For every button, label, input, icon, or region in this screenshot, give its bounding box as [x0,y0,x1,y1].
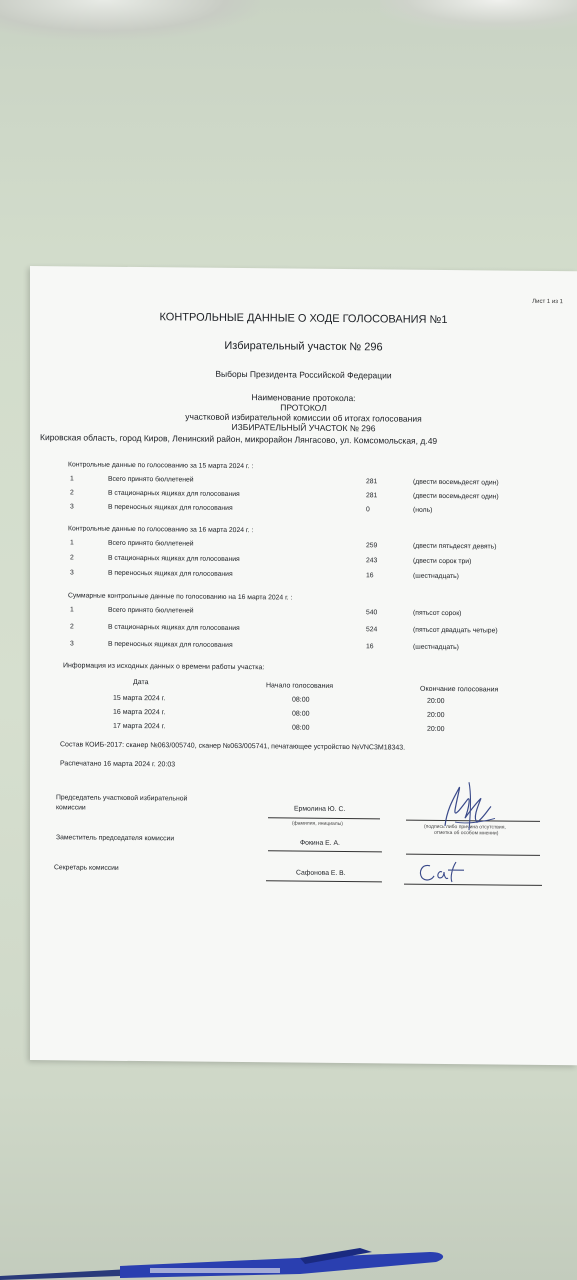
table-row [30,606,577,621]
row-value: 524 [366,626,378,634]
row-value: 16 [366,572,374,580]
hours-date: 17 марта 2024 г. [113,722,166,731]
hours-row [30,694,577,709]
hours-row [30,722,577,737]
table-row [30,554,577,569]
hours-date: 16 марта 2024 г. [113,708,166,717]
row-value-words: (пятьсот двадцать четыре) [413,626,498,635]
protocol-line-2: участковой избирательной комиссии об итогах голосования [185,411,422,424]
row-value: 0 [366,506,370,514]
secretary-name-line [266,880,382,882]
hours-date: 15 марта 2024 г. [113,694,166,703]
row-value-words: (шестнадцать) [413,643,459,652]
section-title: Контрольные данные по голосованию за 15 марта 2024 г. : [68,461,254,471]
row-number: 3 [70,503,74,511]
printed-timestamp: Распечатано 16 марта 2024 г. 20:03 [60,760,176,769]
hours-header-start: Начало голосования [266,682,334,690]
deputy-label: Заместитель председателя комиссии [56,834,175,843]
hours-end: 20:00 [427,725,445,733]
row-value-words: (пятьсот сорок) [413,609,462,618]
hours-start: 08:00 [292,724,310,732]
row-value-words: (двести сорок три) [413,557,472,566]
sheet-page-label: Лист 1 из 1 [532,298,563,306]
row-number: 1 [70,606,74,614]
hours-title: Информация из исходных данных о времени работы участка: [63,662,265,672]
fabric-corner-right [380,0,577,30]
row-label: Всего принято бюллетеней [108,606,194,615]
row-number: 3 [70,640,74,648]
row-label: В стационарных ящиках для голосования [108,623,240,633]
row-label: Всего принято бюллетеней [108,475,194,484]
precinct-heading: Избирательный участок № 296 [224,339,383,354]
document-title: КОНТРОЛЬНЫЕ ДАННЫЕ О ХОДЕ ГОЛОСОВАНИЯ №1 [159,311,448,327]
table-row [30,539,577,554]
row-value: 16 [366,643,374,651]
protocol-label: Наименование протокола: [251,392,356,404]
chair-label-line-1: Председатель участковой избирательной [56,794,188,803]
row-number: 2 [70,623,74,631]
row-number: 1 [70,539,74,547]
row-value-words: (ноль) [413,506,433,514]
row-label: В переносных ящиках для голосования [108,569,233,578]
row-number: 2 [70,489,74,497]
row-label: В стационарных ящиках для голосования [108,489,240,499]
sign-hint-line-2: отметка об особом мнении) [434,829,499,837]
election-name: Выборы Президента Российской Федерации [215,368,392,381]
chair-name: Ермолина Ю. С. [294,805,346,814]
secretary-signature-drawing [416,858,476,887]
table-row [30,569,577,584]
row-value: 281 [366,492,378,500]
hours-start: 08:00 [292,696,310,704]
deputy-sign-line [406,854,540,856]
hours-end: 20:00 [427,711,445,719]
row-label: В переносных ящиках для голосования [108,640,233,649]
fabric-corner [0,0,260,40]
sign-hint-line-1: (подпись либо причина отсутствия, [424,823,506,831]
row-number: 1 [70,475,74,483]
table-row [30,640,577,655]
hours-header-end: Окончание голосования [420,685,499,694]
protocol-line-1: ПРОТОКОЛ [280,402,327,413]
row-value: 243 [366,557,378,565]
table-row [30,503,577,518]
table-row [30,475,577,490]
table-row [30,489,577,504]
hours-row [30,708,577,723]
row-label: В переносных ящиках для голосования [108,503,233,512]
section-title: Контрольные данные по голосованию за 16 марта 2024 г. : [68,525,254,535]
hours-start: 08:00 [292,710,310,718]
row-value: 259 [366,542,378,550]
precinct-address: Кировская область, город Киров, Ленинский район, микрорайон Лянгасово, ул. Комсомольская, д.49 [40,432,438,446]
table-row [30,623,577,638]
row-number: 2 [70,554,74,562]
secretary-name: Сафонова Е. В. [296,869,346,878]
ballpoint-pen [0,1218,577,1280]
deputy-name: Фокина Е. А. [300,839,340,847]
secretary-label: Секретарь комиссии [54,864,119,872]
row-value: 540 [366,609,378,617]
chair-name-line [268,817,380,819]
row-value: 281 [366,478,378,486]
row-value-words: (двести восемьдесят один) [413,478,499,487]
row-label: В стационарных ящиках для голосования [108,554,240,564]
row-value-words: (шестнадцать) [413,572,459,581]
koib-composition: Состав КОИБ-2017: сканер №063/005740, сканер №063/005741, печатающее устройство №VNC3M18343. [60,741,406,752]
protocol-sheet [30,266,577,1065]
chair-signature-drawing [425,778,515,839]
row-value-words: (двести пятьдесят девять) [413,542,497,551]
row-value-words: (двести восемьдесят один) [413,492,499,501]
section-title: Суммарные контрольные данные по голосованию на 16 марта 2024 г. : [68,592,293,602]
row-label: Всего принято бюллетеней [108,539,194,548]
row-number: 3 [70,569,74,577]
protocol-line-3: ИЗБИРАТЕЛЬНЫЙ УЧАСТОК № 296 [231,421,376,434]
name-hint: (фамилия, инициалы) [292,820,343,828]
deputy-name-line [268,850,382,852]
chair-label-line-2: комиссии [56,804,86,812]
hours-end: 20:00 [427,697,445,705]
hours-header-date: Дата [133,678,149,687]
